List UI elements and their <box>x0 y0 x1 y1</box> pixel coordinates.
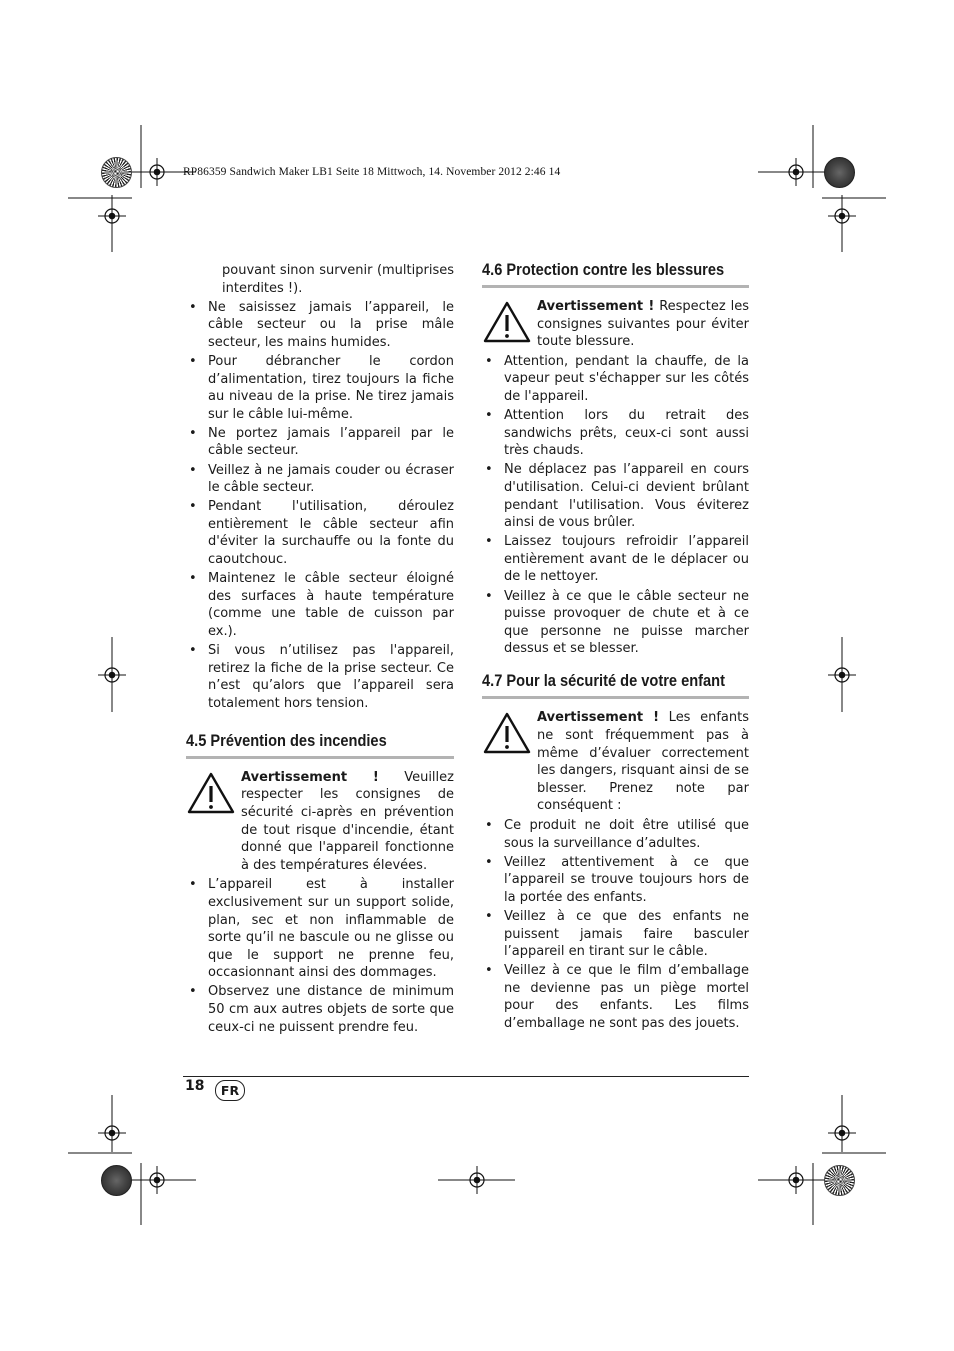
print-slug: RP86359 Sandwich Maker LB1 Seite 18 Mittwoch, 14. November 2012 2:46 14 <box>183 166 561 178</box>
bullet-list <box>186 876 454 1036</box>
warning-text <box>241 769 454 875</box>
section-heading: 4.5 Prévention des incendies <box>186 730 387 750</box>
warning-body: Les enfants ne sont fréquemment pas à même d’évaluer correctement les dangers, risquant ainsi de se blesser. Prenez note par conséquent : <box>537 710 749 814</box>
heading-rule <box>482 696 749 699</box>
warning-body: Respectez les consignes suivantes pour éviter toute blessure. <box>537 299 749 350</box>
warning-icon <box>482 709 537 815</box>
warning-text <box>537 709 749 815</box>
target-rosette <box>824 157 855 188</box>
bullet-list <box>482 353 749 658</box>
list-item: • Laissez toujours refroidir l’appareil entièrement avant de le déplacer ou de le nettoyer. <box>482 533 749 586</box>
page-number: 18 <box>185 1078 205 1094</box>
list-item: • L’appareil est à installer exclusivement sur un support solide, plan, sec et non inflammable de sorte qu’il ne bascule ou ne glisse ou que le support ne prenne feu, occasionnant ainsi des dommages. <box>186 876 454 982</box>
list-item: • Pendant l'utilisation, déroulez entièrement le câble secteur afin d'éviter la surchauffe ou la fonte du caoutchouc. <box>186 498 454 568</box>
warning-icon <box>482 298 537 351</box>
heading-rule <box>482 285 749 288</box>
target-rosette <box>824 1165 855 1196</box>
language-badge: FR <box>215 1080 245 1101</box>
warning-body: Veuillez respecter les consignes de sécurité ci-après en prévention de tout risque d'incendie, étant donné que l'appareil fonctionne à des températures élevées. <box>241 769 454 873</box>
bullet-list <box>482 817 749 1033</box>
list-item: • Attention, pendant la chauffe, de la vapeur peut s'échapper sur les côtés de l'appareil. <box>482 353 749 406</box>
warning-label: Avertissement ! <box>537 710 660 726</box>
warning-text <box>537 298 749 351</box>
footer-rule <box>183 1076 749 1077</box>
bullet-list <box>186 299 454 713</box>
warning-label: Avertissement ! <box>537 299 655 314</box>
list-item: • Ce produit ne doit être utilisé que sous la surveillance d’adultes. <box>482 817 749 852</box>
list-item: • Observez une distance de minimum 50 cm aux autres objets de sorte que ceux-ci ne puissent prendre feu. <box>186 983 454 1036</box>
warning-box <box>482 709 749 815</box>
target-rosette <box>101 157 132 188</box>
warning-box <box>186 769 454 875</box>
heading-rule <box>186 756 454 759</box>
list-item: • Veillez à ce que le câble secteur ne puisse provoquer de chute et à ce que personne ne puisse marcher dessus et se blesser. <box>482 588 749 658</box>
list-item: • Veillez à ce que le film d’emballage ne devienne pas un piège mortel pour des enfants. Les films d’emballage ne sont pas des jouets. <box>482 962 749 1032</box>
warning-box <box>482 298 749 351</box>
list-item: • Maintenez le câble secteur éloigné des surfaces à haute température (comme une table de cuisson par ex.). <box>186 570 454 640</box>
list-item: • Si vous n’utilisez pas l'appareil, retirez la fiche de la prise secteur. Ce n’est qu’alors que l’appareil sera totalement hors tension. <box>186 642 454 712</box>
list-item: • Veillez à ne jamais couder ou écraser le câble secteur. <box>186 462 454 497</box>
list-item: • Ne saisissez jamais l’appareil, le câble secteur ou la prise mâle secteur, les mains humides. <box>186 299 454 352</box>
list-item: • Veillez attentivement à ce que l’appareil se trouve toujours hors de la portée des enfants. <box>482 854 749 907</box>
left-column <box>186 262 454 1038</box>
warning-icon <box>186 769 241 875</box>
warning-label: Avertissement ! <box>241 769 379 785</box>
list-item: • Attention lors du retrait des sandwichs prêts, ceux-ci sont aussi très chauds. <box>482 407 749 460</box>
list-item: • Pour débrancher le cordon d’alimentation, tirez toujours la fiche au niveau de la prise. Ne tirez jamais sur le câble lui-même. <box>186 353 454 423</box>
section-heading: 4.6 Protection contre les blessures <box>482 260 725 279</box>
list-item: • Veillez à ce que des enfants ne puissent jamais faire basculer l’appareil en tirant sur le câble. <box>482 908 749 961</box>
right-column <box>482 260 749 1034</box>
list-item: • Ne déplacez pas l’appareil en cours d'utilisation. Celui-ci devient brûlant pendant l'utilisation. Vous éviterez ainsi de vous brûler. <box>482 461 749 531</box>
list-item: • Ne portez jamais l’appareil par le câble secteur. <box>186 425 454 460</box>
continued-text: pouvant sinon survenir (multiprises interdites !). <box>222 263 454 296</box>
target-rosette <box>101 1165 132 1196</box>
section-heading: 4.7 Pour la sécurité de votre enfant <box>482 671 725 691</box>
